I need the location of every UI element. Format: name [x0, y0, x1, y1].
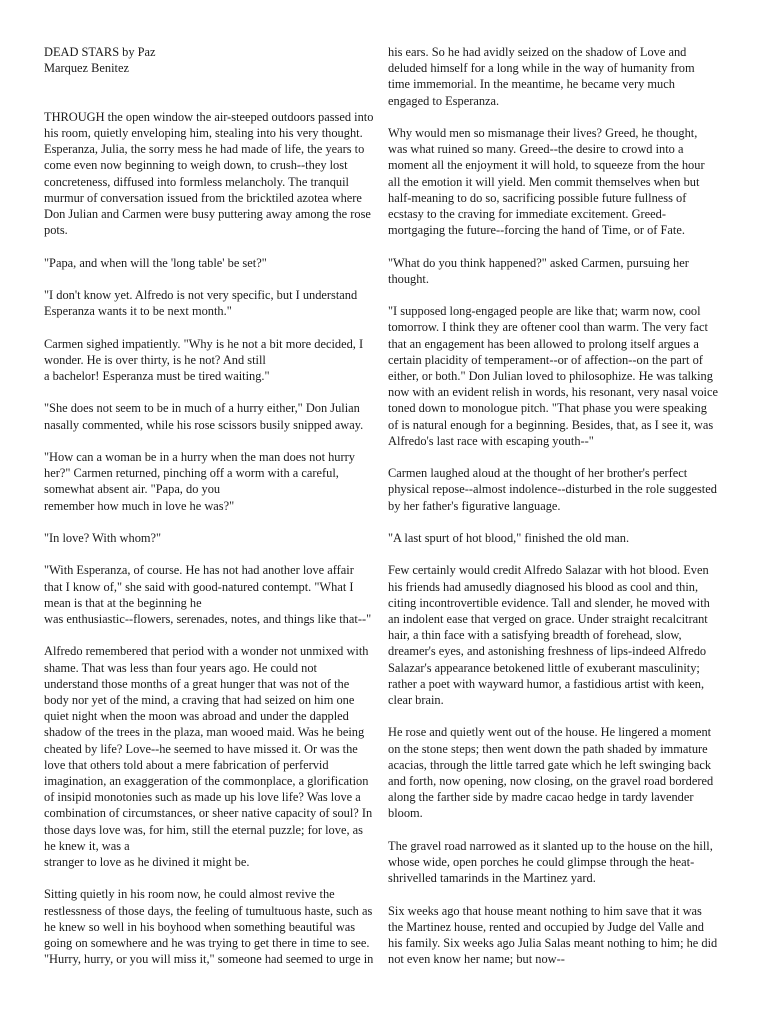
paragraph: his ears. So he had avidly seized on the shadow of Love and deluded himself for a long while in the way of humanity from time immemorial. In the meantime, he became very much engaged to Esperanza. [388, 45, 695, 108]
paragraph: Few certainly would credit Alfredo Salazar with hot blood. Even his friends had amusedly diagnosed his blood as cool and thin, citing incontrovertible evidence. Tall and slender, he moved with an indolent ease that verged on grace. Under straight recalcitrant hair, a thin face with a satisfying breadth of forehead, slow, dreamer's eyes, and astonishing freshness of lips-indeed Alfredo Salazar's appearance betokened little of exuberant masculinity; rather a poet with wayward humor, a fastidious artist with keen, clear brain. [388, 563, 710, 708]
paragraph: He rose and quietly went out of the house. He lingered a moment on the stone steps; then went down the path shaded by immature acacias, through the little tarred gate which he left swinging back and forth, now opening, now closing, on the gravel road bordered along the farther side by madre cacao hedge in tardy lavender bloom. [388, 725, 714, 821]
right-column [388, 44, 724, 984]
paragraph: THROUGH the open window the air-steeped outdoors passed into his room, quietly enveloping him, stealing into his very thought. Esperanza, Julia, the sorry mess he had made of life, the years to come even now beginning to weigh down, to crush--they lost concreteness, diffused into formless melancholy. The tranquil murmur of conversation issued from the bricktiled azotea where Don Julian and Carmen were busy puttering away among the rose pots. [44, 109, 374, 238]
paragraph: Six weeks ago that house meant nothing to him save that it was the Martinez house, rented and occupied by Judge del Valle and his family. Six weeks ago Julia Salas meant nothing to him; he did not even know her name; but now-- [388, 903, 718, 967]
paragraph: Sitting quietly in his room now, he could almost revive the restlessness of those days, the feeling of tumultuous haste, such as he knew so well in his boyhood when something beautiful was going on somewhere and he was trying to get there in time to see. "Hurry, hurry, or you will miss it," someone had seemed to urge in [44, 887, 374, 967]
paragraph: "Papa, and when will the 'long table' be set?" [44, 255, 267, 270]
paragraph: Alfredo remembered that period with a wonder not unmixed with shame. That was less than four years ago. He could not understand those months of a great hunger that was not of the body nor yet of the mind, a craving that had seized on him one quiet night when the moon was abroad and under the dappled shadow of the trees in the plaza, man wooed maid. Was he being cheated by life? Love--he seemed to have missed it. Or was the love that others told about a mere fabrication of perfervid imagination, an exaggeration of the commonplace, a glorification of insipid monotonies such as made up his love life? Was love a combination of circumstances, or sheer native capacity of soul? In those days love was, for him, still the eternal puzzle; for love, as he knew it, was a stranger to love as he divined it might be. [44, 644, 373, 870]
paragraph: "I supposed long-engaged people are like that; warm now, cool tomorrow. I think they are oftener cool than warm. The very fact that an engagement has been allowed to prolong itself argues a certain placidity of temperament--or of affection--on the part of either, or both." Don Julian loved to philosophize. He was talking now with an evident relish in words, his resonant, very nasal voice toned down to monologue pitch. "That phase you were speaking of is natural enough for a beginning. Besides, that, as I see it, was Alfredo's last race with escaping youth--" [388, 304, 718, 448]
paragraph: "She does not seem to be in much of a hurry either," Don Julian nasally commented, while his rose scissors busily snipped away. [44, 401, 364, 432]
paragraph: The gravel road narrowed as it slanted up to the house on the hill, whose wide, open porches he could glimpse through the heat- shrivelled tamarinds in the Martinez yard. [388, 838, 713, 886]
paragraph: "With Esperanza, of course. He has not had another love affair that I know of," she said with good-natured contempt. "What I mean is that at the beginning he was enthusiastic--flowers, serenades, notes, and things like that--" [44, 563, 372, 626]
paragraph: Carmen laughed aloud at the thought of her brother's perfect physical repose--almost indolence--disturbed in the role suggested by her father's figurative language. [388, 466, 717, 513]
document-title: DEAD STARS by Paz Marquez Benitez [44, 45, 156, 76]
paragraph: Carmen sighed impatiently. "Why is he not a bit more decided, I wonder. He is over thirty, is he not? And still a bachelor! Esperanza must be tired waiting." [44, 336, 364, 383]
paragraph: "What do you think happened?" asked Carmen, pursuing her thought. [388, 255, 689, 286]
paragraph: Why would men so mismanage their lives? Greed, he thought, was what ruined so many. Greed--the desire to crowd into a moment all the enjoyment it will hold, to squeeze from the hour all the emotion it will yield. Men commit themselves when but half-meaning to do so, sacrificing possible future fullness of ecstasy to the craving for immediate excitement. Greed- mortgaging the future--forcing the hand of Time, or of Fate. [388, 126, 705, 238]
left-column [44, 44, 380, 984]
paragraph: "I don't know yet. Alfredo is not very specific, but I understand Esperanza wants it to be next month." [44, 288, 358, 319]
paragraph: "In love? With whom?" [44, 530, 162, 545]
paragraph: "A last spurt of hot blood," finished the old man. [388, 531, 630, 546]
paragraph: "How can a woman be in a hurry when the man does not hurry her?" Carmen returned, pinching off a worm with a careful, somewhat absent air. "Papa, do you remember how much in love he was?" [44, 449, 355, 513]
